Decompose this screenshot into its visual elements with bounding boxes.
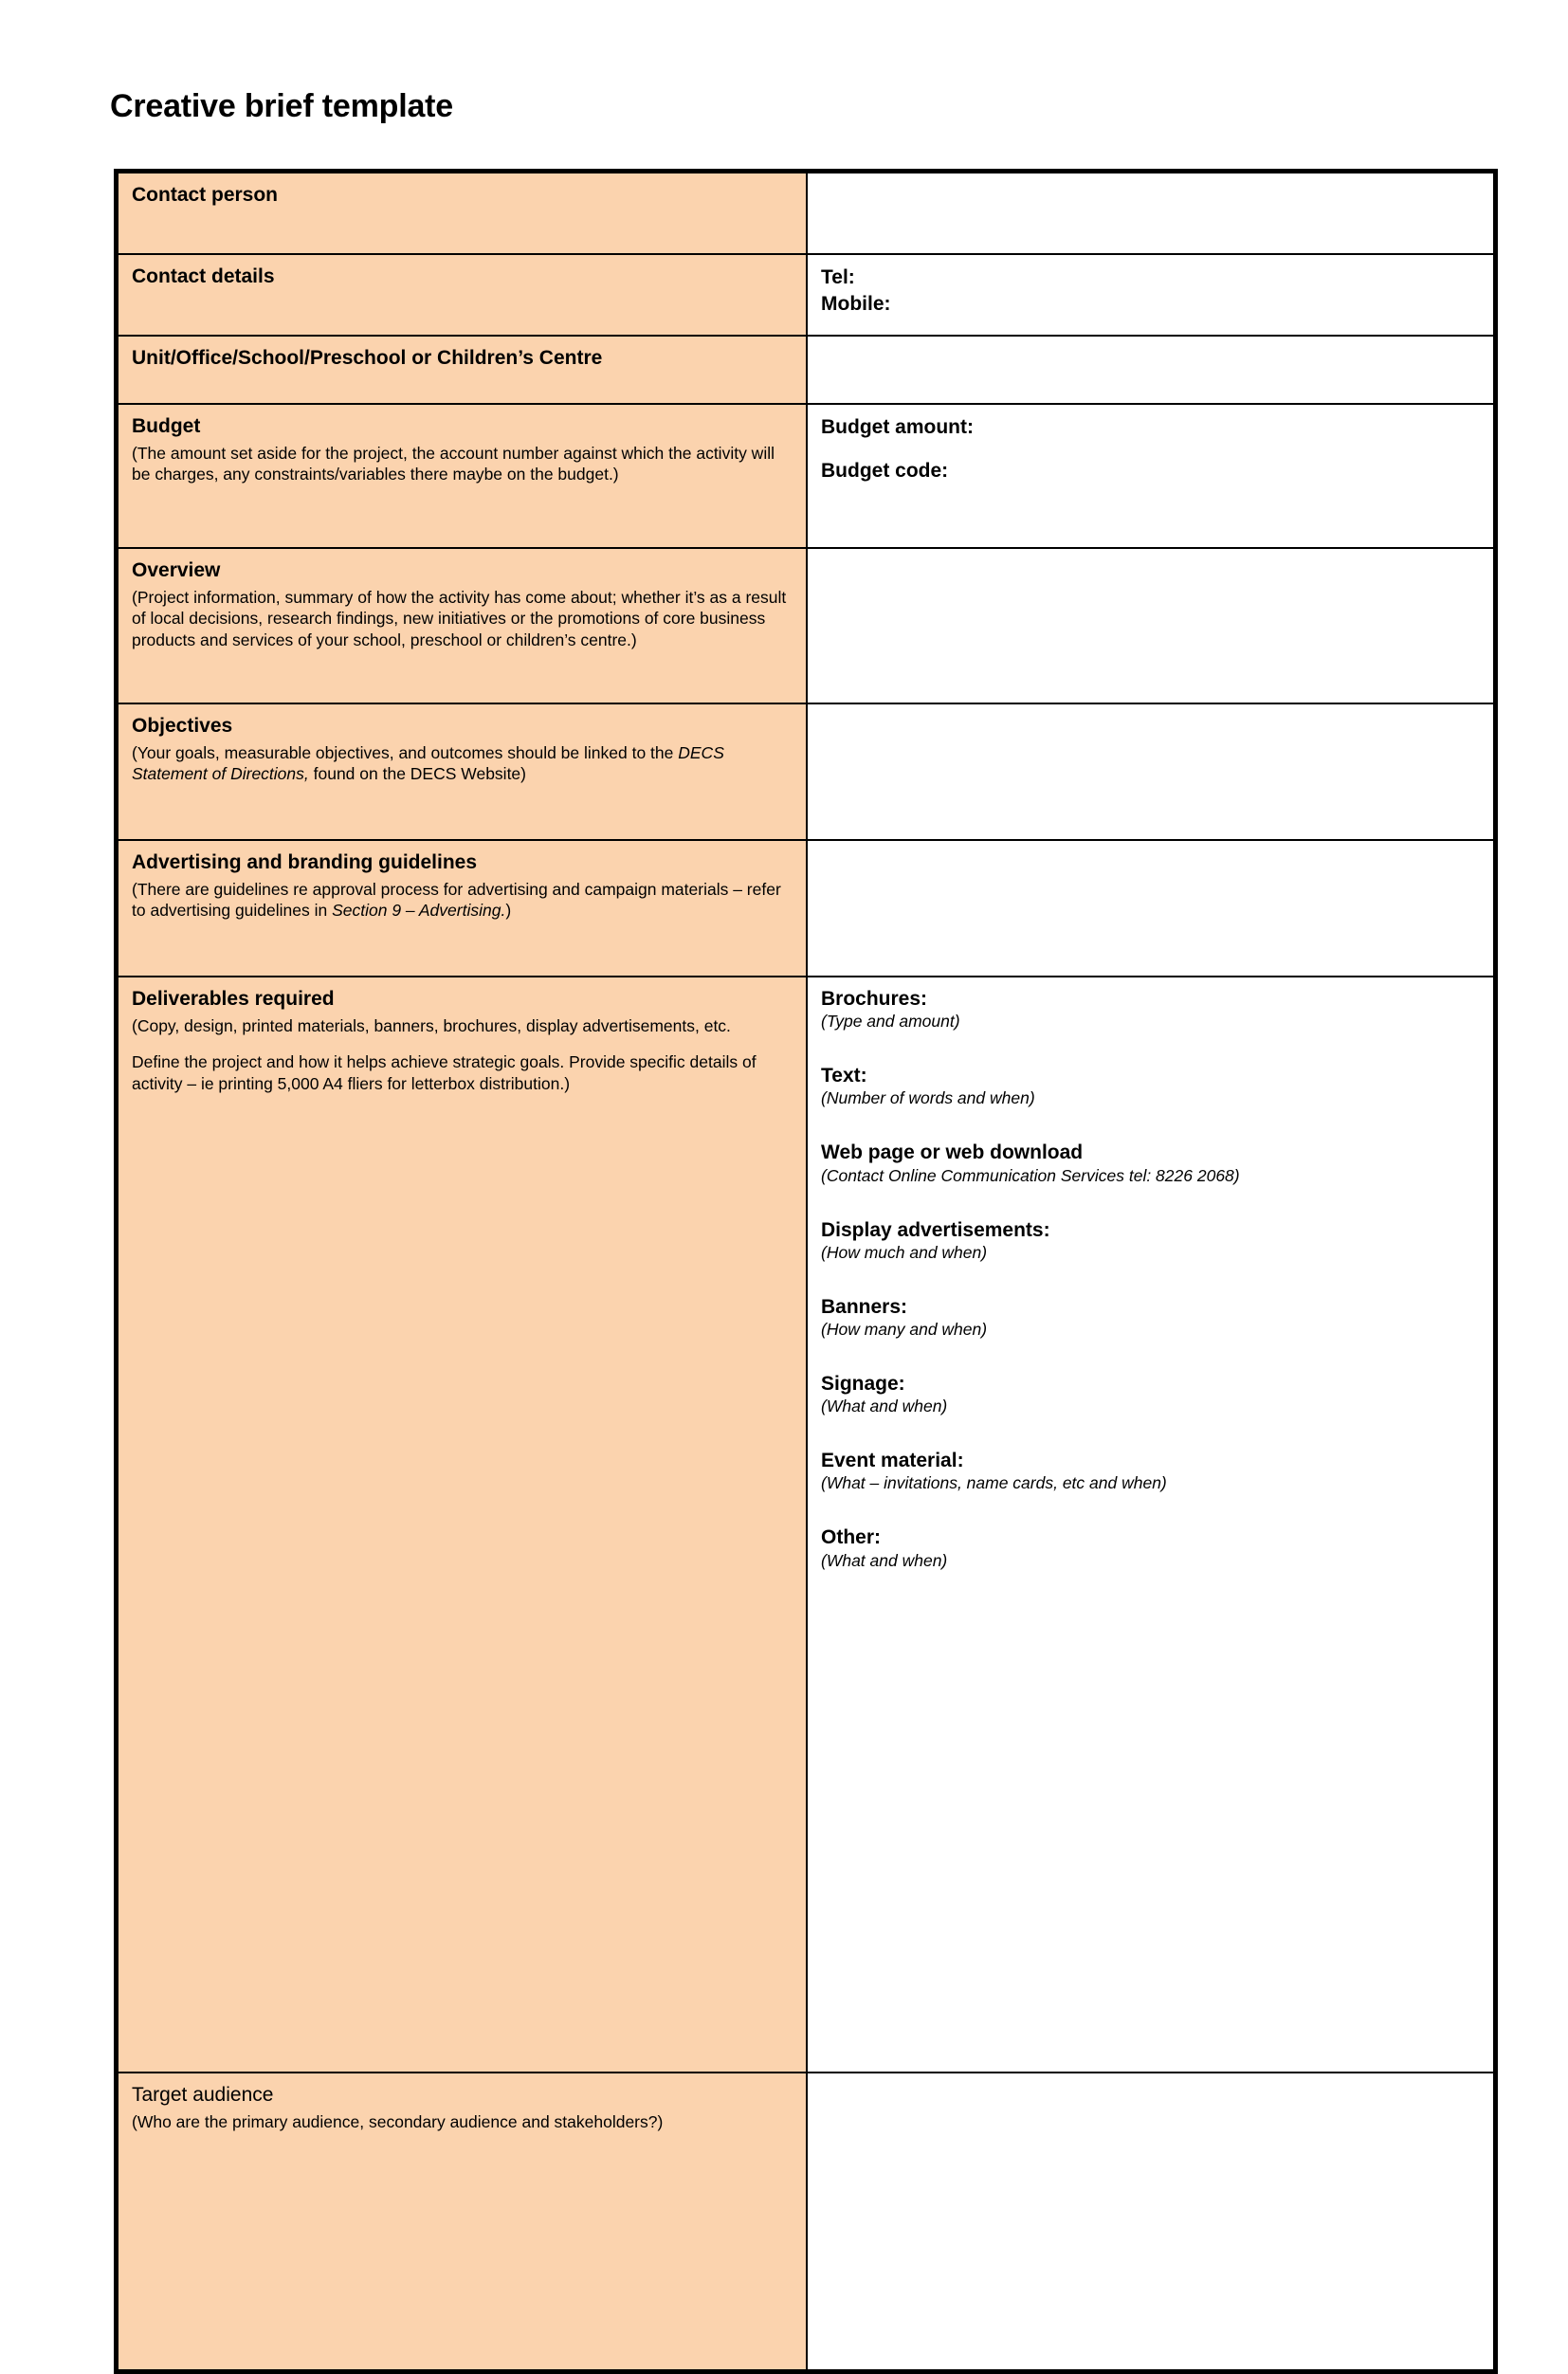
deliverable-item <box>821 1525 1480 1570</box>
row-heading: Budget <box>132 415 201 437</box>
deliverable-item <box>821 1372 1480 1416</box>
emphasised-text: DECS Statement of Directions, <box>132 742 724 784</box>
plain-text: (Your goals, measurable objectives, and outcomes should be linked to the <box>132 742 679 762</box>
deliverable-item <box>821 1295 1480 1340</box>
deliverable-item <box>821 987 1480 1032</box>
mobile-label: Mobile: <box>821 293 891 316</box>
plain-text: found on the DECS Website) <box>308 764 526 784</box>
value-cell-target-audience[interactable] <box>807 2073 1496 2372</box>
deliverable-title: Web page or web download <box>821 1141 1084 1164</box>
table-row-objectives <box>117 703 1496 840</box>
table-row-contact-details <box>117 254 1496 336</box>
row-heading: Unit/Office/School/Preschool or Children’s Centre <box>132 347 603 369</box>
table-row-target-audience <box>117 2073 1496 2372</box>
table-row-deliverables <box>117 977 1496 2073</box>
row-heading: Deliverables required <box>132 988 335 1010</box>
budget-amount-label: Budget amount: <box>821 416 974 438</box>
row-note: (Project information, summary of how the activity has come about; whether it’s as a result of local decisions, research findings, new initiatives or the promotions of core business products and services of your school, preschool or children’s centre.) <box>132 587 787 649</box>
value-cell-advertising[interactable] <box>807 840 1496 977</box>
deliverable-item <box>821 1141 1480 1185</box>
table-row-budget <box>117 404 1496 548</box>
value-cell-contact-person[interactable] <box>807 172 1496 255</box>
deliverable-subtitle: (Contact Online Communication Services tel: 8226 2068) <box>821 1165 1240 1185</box>
deliverable-title: Banners: <box>821 1295 908 1318</box>
label-cell-unit-office <box>117 336 808 404</box>
deliverable-item <box>821 1218 1480 1263</box>
table-row-overview <box>117 548 1496 703</box>
row-heading: Advertising and branding guidelines <box>132 851 478 873</box>
value-cell-overview[interactable] <box>807 548 1496 703</box>
value-cell-budget[interactable] <box>807 404 1496 548</box>
deliverable-subtitle: (Number of words and when) <box>821 1088 1035 1108</box>
deliverable-subtitle: (How much and when) <box>821 1242 988 1262</box>
deliverable-item <box>821 1064 1480 1108</box>
page-title: Creative brief template <box>110 88 453 124</box>
row-heading: Contact details <box>132 265 275 287</box>
deliverable-subtitle: (What and when) <box>821 1550 948 1570</box>
deliverable-subtitle: (Type and amount) <box>821 1012 960 1032</box>
row-heading: Objectives <box>132 715 233 737</box>
row-note-secondary: Define the project and how it helps achieve strategic goals. Provide specific details of activity – ie printing 5,000 A4 fliers for letterbox distribution.) <box>132 1052 757 1093</box>
row-heading: Contact person <box>132 184 279 206</box>
table-row-advertising <box>117 840 1496 977</box>
row-note <box>132 742 793 785</box>
label-cell-contact-details <box>117 254 808 336</box>
deliverable-title: Brochures: <box>821 988 928 1010</box>
deliverable-subtitle: (What and when) <box>821 1397 948 1416</box>
value-cell-contact-details[interactable] <box>807 254 1496 336</box>
row-note: (Who are the primary audience, secondary audience and stakeholders?) <box>132 2111 664 2131</box>
label-cell-budget <box>117 404 808 548</box>
row-note: (The amount set aside for the project, the account number against which the activity will be charges, any constraints/variables there maybe on the budget.) <box>132 443 775 484</box>
deliverable-title: Text: <box>821 1065 867 1087</box>
deliverable-title: Other: <box>821 1526 881 1549</box>
emphasised-text: Section 9 – Advertising. <box>332 901 506 921</box>
plain-text: ) <box>505 901 512 921</box>
label-cell-overview <box>117 548 808 703</box>
budget-code-label: Budget code: <box>821 460 949 483</box>
deliverable-subtitle: (What – invitations, name cards, etc and when) <box>821 1473 1167 1493</box>
value-cell-unit-office[interactable] <box>807 336 1496 404</box>
label-cell-objectives <box>117 703 808 840</box>
label-cell-advertising <box>117 840 808 977</box>
plain-text: (There are guidelines re approval process for advertising and campaign materials – refer to advertising guidelines in <box>132 879 781 921</box>
row-heading: Target audience <box>132 2084 274 2106</box>
label-cell-contact-person <box>117 172 808 255</box>
label-cell-target-audience <box>117 2073 808 2372</box>
deliverable-title: Display advertisements: <box>821 1218 1050 1241</box>
row-heading: Overview <box>132 559 221 581</box>
deliverable-subtitle: (How many and when) <box>821 1319 988 1339</box>
value-cell-objectives[interactable] <box>807 703 1496 840</box>
table-row-unit-office <box>117 336 1496 404</box>
value-cell-deliverables[interactable] <box>807 977 1496 2073</box>
tel-label: Tel: <box>821 266 855 288</box>
table-row-contact-person <box>117 172 1496 255</box>
creative-brief-table <box>114 169 1498 2374</box>
row-note: (Copy, design, printed materials, banners, brochures, display advertisements, etc. <box>132 1015 731 1035</box>
deliverable-title: Signage: <box>821 1372 905 1395</box>
deliverables-list <box>821 987 1480 1571</box>
deliverable-item <box>821 1449 1480 1493</box>
row-note <box>132 879 793 922</box>
label-cell-deliverables <box>117 977 808 2073</box>
deliverable-title: Event material: <box>821 1450 964 1472</box>
